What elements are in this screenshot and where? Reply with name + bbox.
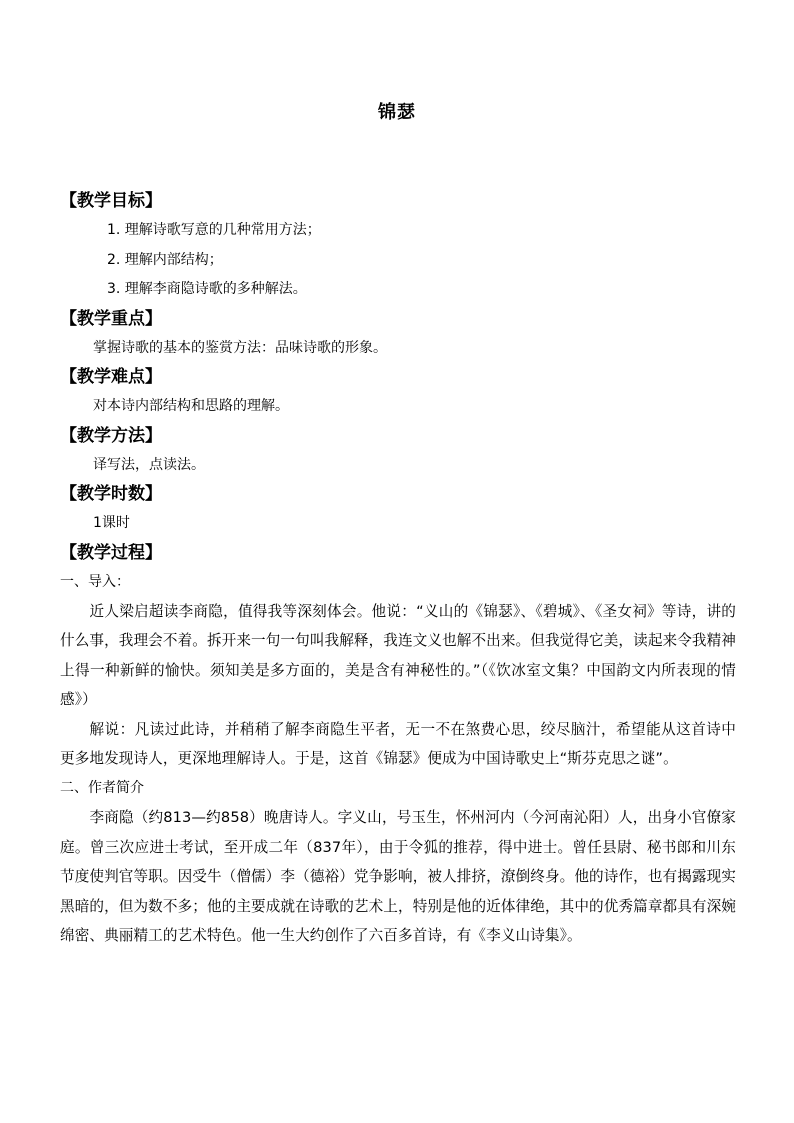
author-paragraph: 李商隐（约813—约858）晚唐诗人。字义山，号玉生，怀州河内（今河南沁阳）人，出身小官僚家庭。曾三次应进士考试，至开成二年（837年），由于令狐的推荐，得中进士。曾任县尉、秘书郎和川东节度使判官等职。因受牛（僧儒）李（德裕）党争影响，被人排挤，潦倒终身。他的诗作，也有揭露现实黑暗的，但为数不多；他的主要成就在诗歌的艺术上，特别是他的近体律绝，其中的优秀篇章都具有深婉绵密、典丽精工的艺术特色。他一生大约创作了六百多首诗，有《李义山诗集》。 <box>60 809 736 945</box>
heading-teaching-hours: 【教学时数】 <box>60 484 162 504</box>
goal-item-3: 3. 理解李商隐诗歌的多种解法。 <box>107 281 307 297</box>
goal-item-1: 1. 理解诗歌写意的几种常用方法； <box>107 222 321 238</box>
teaching-method-text: 译写法，点读法。 <box>93 456 205 473</box>
teaching-hours-text: 1课时 <box>93 515 130 531</box>
author-label: 二、作者简介 <box>60 780 144 797</box>
intro-paragraph-quote: 近人梁启超读李商隐，值得我等深刻体会。他说：“义山的《锦瑟》、《碧城》、《圣女祠》等诗，讲的什么事，我理会不着。拆开来一句一句叫我解释，我连文义也解不出来。但我觉得它美，读起来令我精神上得一种新鲜的愉快。须知美是多方面的，美是含有神秘性的。”（《饮冰室文集？中国韵文内所表现的情感》） <box>60 602 736 709</box>
intro-paragraph-explanation: 解说：凡读过此诗，并稍稍了解李商隐生平者，无一不在煞费心思，绞尽脑汁，希望能从这首诗中更多地发现诗人，更深地理解诗人。于是，这首《锦瑟》便成为中国诗歌史上“斯芬克思之谜”。 <box>60 720 736 768</box>
teaching-focus-text: 掌握诗歌的基本的鉴赏方法：品味诗歌的形象。 <box>93 339 387 356</box>
teaching-difficulty-text: 对本诗内部结构和思路的理解。 <box>93 398 289 414</box>
document-body <box>60 186 736 951</box>
heading-teaching-focus: 【教学重点】 <box>60 308 162 329</box>
heading-teaching-process: 【教学过程】 <box>60 542 162 563</box>
goal-item-2: 2. 理解内部结构； <box>107 251 223 268</box>
heading-teaching-goals: 【教学目标】 <box>60 191 162 211</box>
heading-teaching-difficulty: 【教学难点】 <box>60 367 162 387</box>
intro-label: 一、导入： <box>60 573 130 590</box>
document-title: 锦瑟 <box>378 102 416 123</box>
heading-teaching-method: 【教学方法】 <box>60 425 162 446</box>
